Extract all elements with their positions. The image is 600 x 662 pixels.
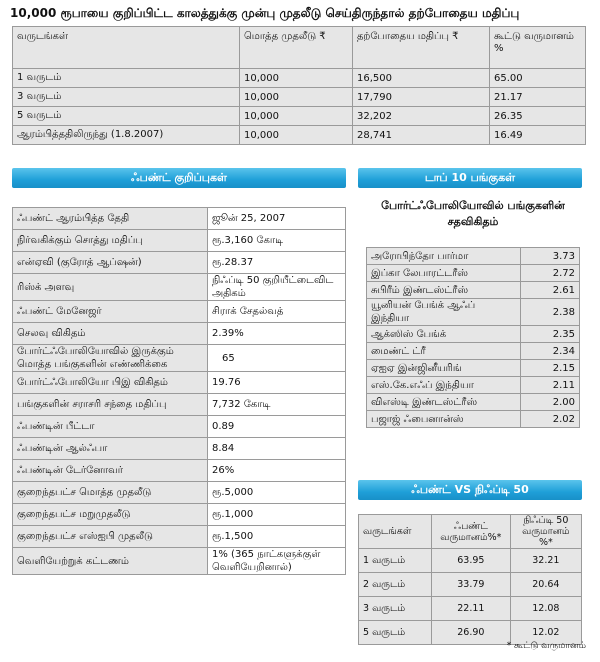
fund-note-label: என்ஏவி (குரோத் ஆப்ஷன்) <box>13 252 208 274</box>
fund-note-row <box>13 438 346 460</box>
column-header: தற்போதைய மதிப்பு ₹ <box>353 27 490 69</box>
fund-notes-table <box>12 207 346 575</box>
stock-weight: 2.02 <box>521 411 580 428</box>
table-header-row <box>13 27 586 69</box>
period-cell: 5 வருடம் <box>359 621 432 645</box>
table-row <box>13 107 586 126</box>
column-header: ஃபண்ட் வருமானம்%* <box>432 515 511 549</box>
fund-note-row <box>13 482 346 504</box>
table-cell: 5 வருடம் <box>13 107 240 126</box>
stock-weight: 2.38 <box>521 299 580 326</box>
fund-note-label: ஃபண்ட் மேனேஜர் <box>13 301 208 323</box>
top10-row <box>367 411 580 428</box>
top10-row <box>367 343 580 360</box>
table-cell: 26.35 <box>490 107 586 126</box>
comparison-row <box>359 549 582 573</box>
stock-name: மைண்ட் ட்ரீ <box>367 343 521 360</box>
top10-row <box>367 394 580 411</box>
fund-note-row <box>13 345 346 372</box>
table-cell: 16.49 <box>490 126 586 145</box>
column-header: கூட்டு வருமானம் % <box>490 27 586 69</box>
stock-name: பஜாஜ் ஃபைனான்ஸ் <box>367 411 521 428</box>
stock-name: விஎஸ்டி இண்டஸ்ட்ரீஸ் <box>367 394 521 411</box>
stock-name: எஸ்.கே.எஃப் இந்தியா <box>367 377 521 394</box>
table-row <box>13 88 586 107</box>
top10-banner: டாப் 10 பங்குகள் <box>358 168 582 188</box>
fund-note-row <box>13 460 346 482</box>
fund-note-label: ரிஸ்க் அளவு <box>13 274 208 301</box>
table-cell: 32,202 <box>353 107 490 126</box>
stock-name: ஆக்ஸிஸ் பேங்க் <box>367 326 521 343</box>
comparison-row <box>359 573 582 597</box>
top10-row <box>367 326 580 343</box>
return-cell: 12.08 <box>510 597 581 621</box>
period-cell: 3 வருடம் <box>359 597 432 621</box>
fund-note-value: 8.84 <box>208 438 346 460</box>
stock-name: இப்கா லேபாரட்டரீஸ் <box>367 265 521 282</box>
column-header: நிஃப்டி 50 வருமானம் %* <box>510 515 581 549</box>
fund-note-value: ரூ.1,000 <box>208 504 346 526</box>
fund-note-row <box>13 274 346 301</box>
fund-note-label: செலவு விகிதம் <box>13 323 208 345</box>
table-cell: 65.00 <box>490 69 586 88</box>
comparison-banner: ஃபண்ட் VS நிஃப்டி 50 <box>358 480 582 500</box>
fund-note-label: நிர்வகிக்கும் சொத்து மதிப்பு <box>13 230 208 252</box>
page-title: 10,000 ரூபாயை குறிப்பிட்ட காலத்துக்கு முன்பு முதலீடு செய்திருந்தால் தற்போதைய மதிப்பு <box>10 6 520 20</box>
table-cell: ஆரம்பித்ததிலிருந்து (1.8.2007) <box>13 126 240 145</box>
stock-weight: 2.11 <box>521 377 580 394</box>
comparison-row <box>359 597 582 621</box>
fund-note-row <box>13 394 346 416</box>
fund-note-value: 26% <box>208 460 346 482</box>
fund-note-value: ரூ.1,500 <box>208 526 346 548</box>
fund-note-label: ஃபண்டின் ஆல்ஃபா <box>13 438 208 460</box>
table-cell: 21.17 <box>490 88 586 107</box>
fund-note-label: போர்ட்ஃபோலியோ பிஇ விகிதம் <box>13 372 208 394</box>
fund-note-value: நிஃப்டி 50 குறியீட்டைவிட அதிகம் <box>208 274 346 301</box>
top10-row <box>367 377 580 394</box>
table-cell: 10,000 <box>240 107 353 126</box>
return-cell: 22.11 <box>432 597 511 621</box>
table-cell: 17,790 <box>353 88 490 107</box>
top10-row <box>367 265 580 282</box>
fund-note-value: 0.89 <box>208 416 346 438</box>
period-cell: 1 வருடம் <box>359 549 432 573</box>
return-cell: 32.21 <box>510 549 581 573</box>
return-cell: 63.95 <box>432 549 511 573</box>
stock-name: சுபிரீம் இண்டஸ்ட்ரீஸ் <box>367 282 521 299</box>
fund-note-row <box>13 416 346 438</box>
fund-note-row <box>13 301 346 323</box>
stock-weight: 2.15 <box>521 360 580 377</box>
fund-note-row <box>13 252 346 274</box>
column-header: வருடங்கள் <box>359 515 432 549</box>
fund-note-row <box>13 323 346 345</box>
fund-note-value: ரூ.3,160 கோடி <box>208 230 346 252</box>
stock-weight: 2.72 <box>521 265 580 282</box>
fund-note-value: ஜூன் 25, 2007 <box>208 208 346 230</box>
return-cell: 20.64 <box>510 573 581 597</box>
fund-note-label: ஃபண்டின் டேர்னோவர் <box>13 460 208 482</box>
period-cell: 2 வருடம் <box>359 573 432 597</box>
fund-note-label: குறைந்தபட்ச மொத்த முதலீடு <box>13 482 208 504</box>
fund-note-value: ரூ.5,000 <box>208 482 346 504</box>
fund-note-value: ரூ.28.37 <box>208 252 346 274</box>
fund-note-value: 19.76 <box>208 372 346 394</box>
table-row <box>13 69 586 88</box>
table-row <box>13 126 586 145</box>
fund-note-row <box>13 504 346 526</box>
top10-subtitle: போர்ட்ஃபோலியோவில் பங்குகளின் சதவிகிதம் <box>381 199 565 228</box>
table-cell: 28,741 <box>353 126 490 145</box>
top10-table <box>366 247 580 428</box>
table-cell: 10,000 <box>240 88 353 107</box>
table-cell: 10,000 <box>240 126 353 145</box>
fund-note-row <box>13 230 346 252</box>
top10-row <box>367 299 580 326</box>
fund-note-row <box>13 548 346 575</box>
fund-note-value: 2.39% <box>208 323 346 345</box>
fund-note-label: பங்குகளின் சராசரி சந்தை மதிப்பு <box>13 394 208 416</box>
top10-row <box>367 360 580 377</box>
stock-name: யூனியன் பேங்க் ஆஃப் இந்தியா <box>367 299 521 326</box>
stock-weight: 2.35 <box>521 326 580 343</box>
comparison-header-row <box>359 515 582 549</box>
top10-row <box>367 248 580 265</box>
fund-note-label: ஃபண்ட் ஆரம்பித்த தேதி <box>13 208 208 230</box>
fund-note-value: சிராக் சேதல்வத் <box>208 301 346 323</box>
column-header: மொத்த முதலீடு ₹ <box>240 27 353 69</box>
stock-name: ஏஐஏ இன்ஜினீயரிங் <box>367 360 521 377</box>
return-cell: 12.02 <box>510 621 581 645</box>
fund-note-row <box>13 208 346 230</box>
fund-note-label: போர்ட்ஃபோலியோவில் இருக்கும் மொத்த பங்குகளின் எண்ணிக்கை <box>13 345 208 372</box>
stock-name: அரோபிந்தோ பார்மா <box>367 248 521 265</box>
table-cell: 1 வருடம் <box>13 69 240 88</box>
fund-note-value: 7,732 கோடி <box>208 394 346 416</box>
fund-note-label: குறைந்தபட்ச மறுமுதலீடு <box>13 504 208 526</box>
table-cell: 10,000 <box>240 69 353 88</box>
stock-weight: 2.61 <box>521 282 580 299</box>
stock-weight: 2.34 <box>521 343 580 360</box>
stock-weight: 2.00 <box>521 394 580 411</box>
fund-note-row <box>13 526 346 548</box>
table-cell: 16,500 <box>353 69 490 88</box>
return-cell: 33.79 <box>432 573 511 597</box>
fund-note-value: 1% (365 நாட்களுக்குள் வெளியேறினால்) <box>208 548 346 575</box>
fund-note-row <box>13 372 346 394</box>
top10-row <box>367 282 580 299</box>
comparison-table <box>358 514 582 645</box>
table-cell: 3 வருடம் <box>13 88 240 107</box>
column-header: வருடங்கள் <box>13 27 240 69</box>
returns-table <box>12 26 586 145</box>
fund-note-value: 65 <box>208 345 346 372</box>
fund-note-label: குறைந்தபட்ச எஸ்ஐபி முதலீடு <box>13 526 208 548</box>
fund-note-label: வெளியேற்றுக் கட்டணம் <box>13 548 208 575</box>
return-cell: 26.90 <box>432 621 511 645</box>
footnote: * கூட்டு வருமானம் <box>506 641 586 651</box>
fund-notes-banner: ஃபண்ட் குறிப்புகள் <box>12 168 346 188</box>
fund-note-label: ஃபண்டின் பீட்டா <box>13 416 208 438</box>
stock-weight: 3.73 <box>521 248 580 265</box>
